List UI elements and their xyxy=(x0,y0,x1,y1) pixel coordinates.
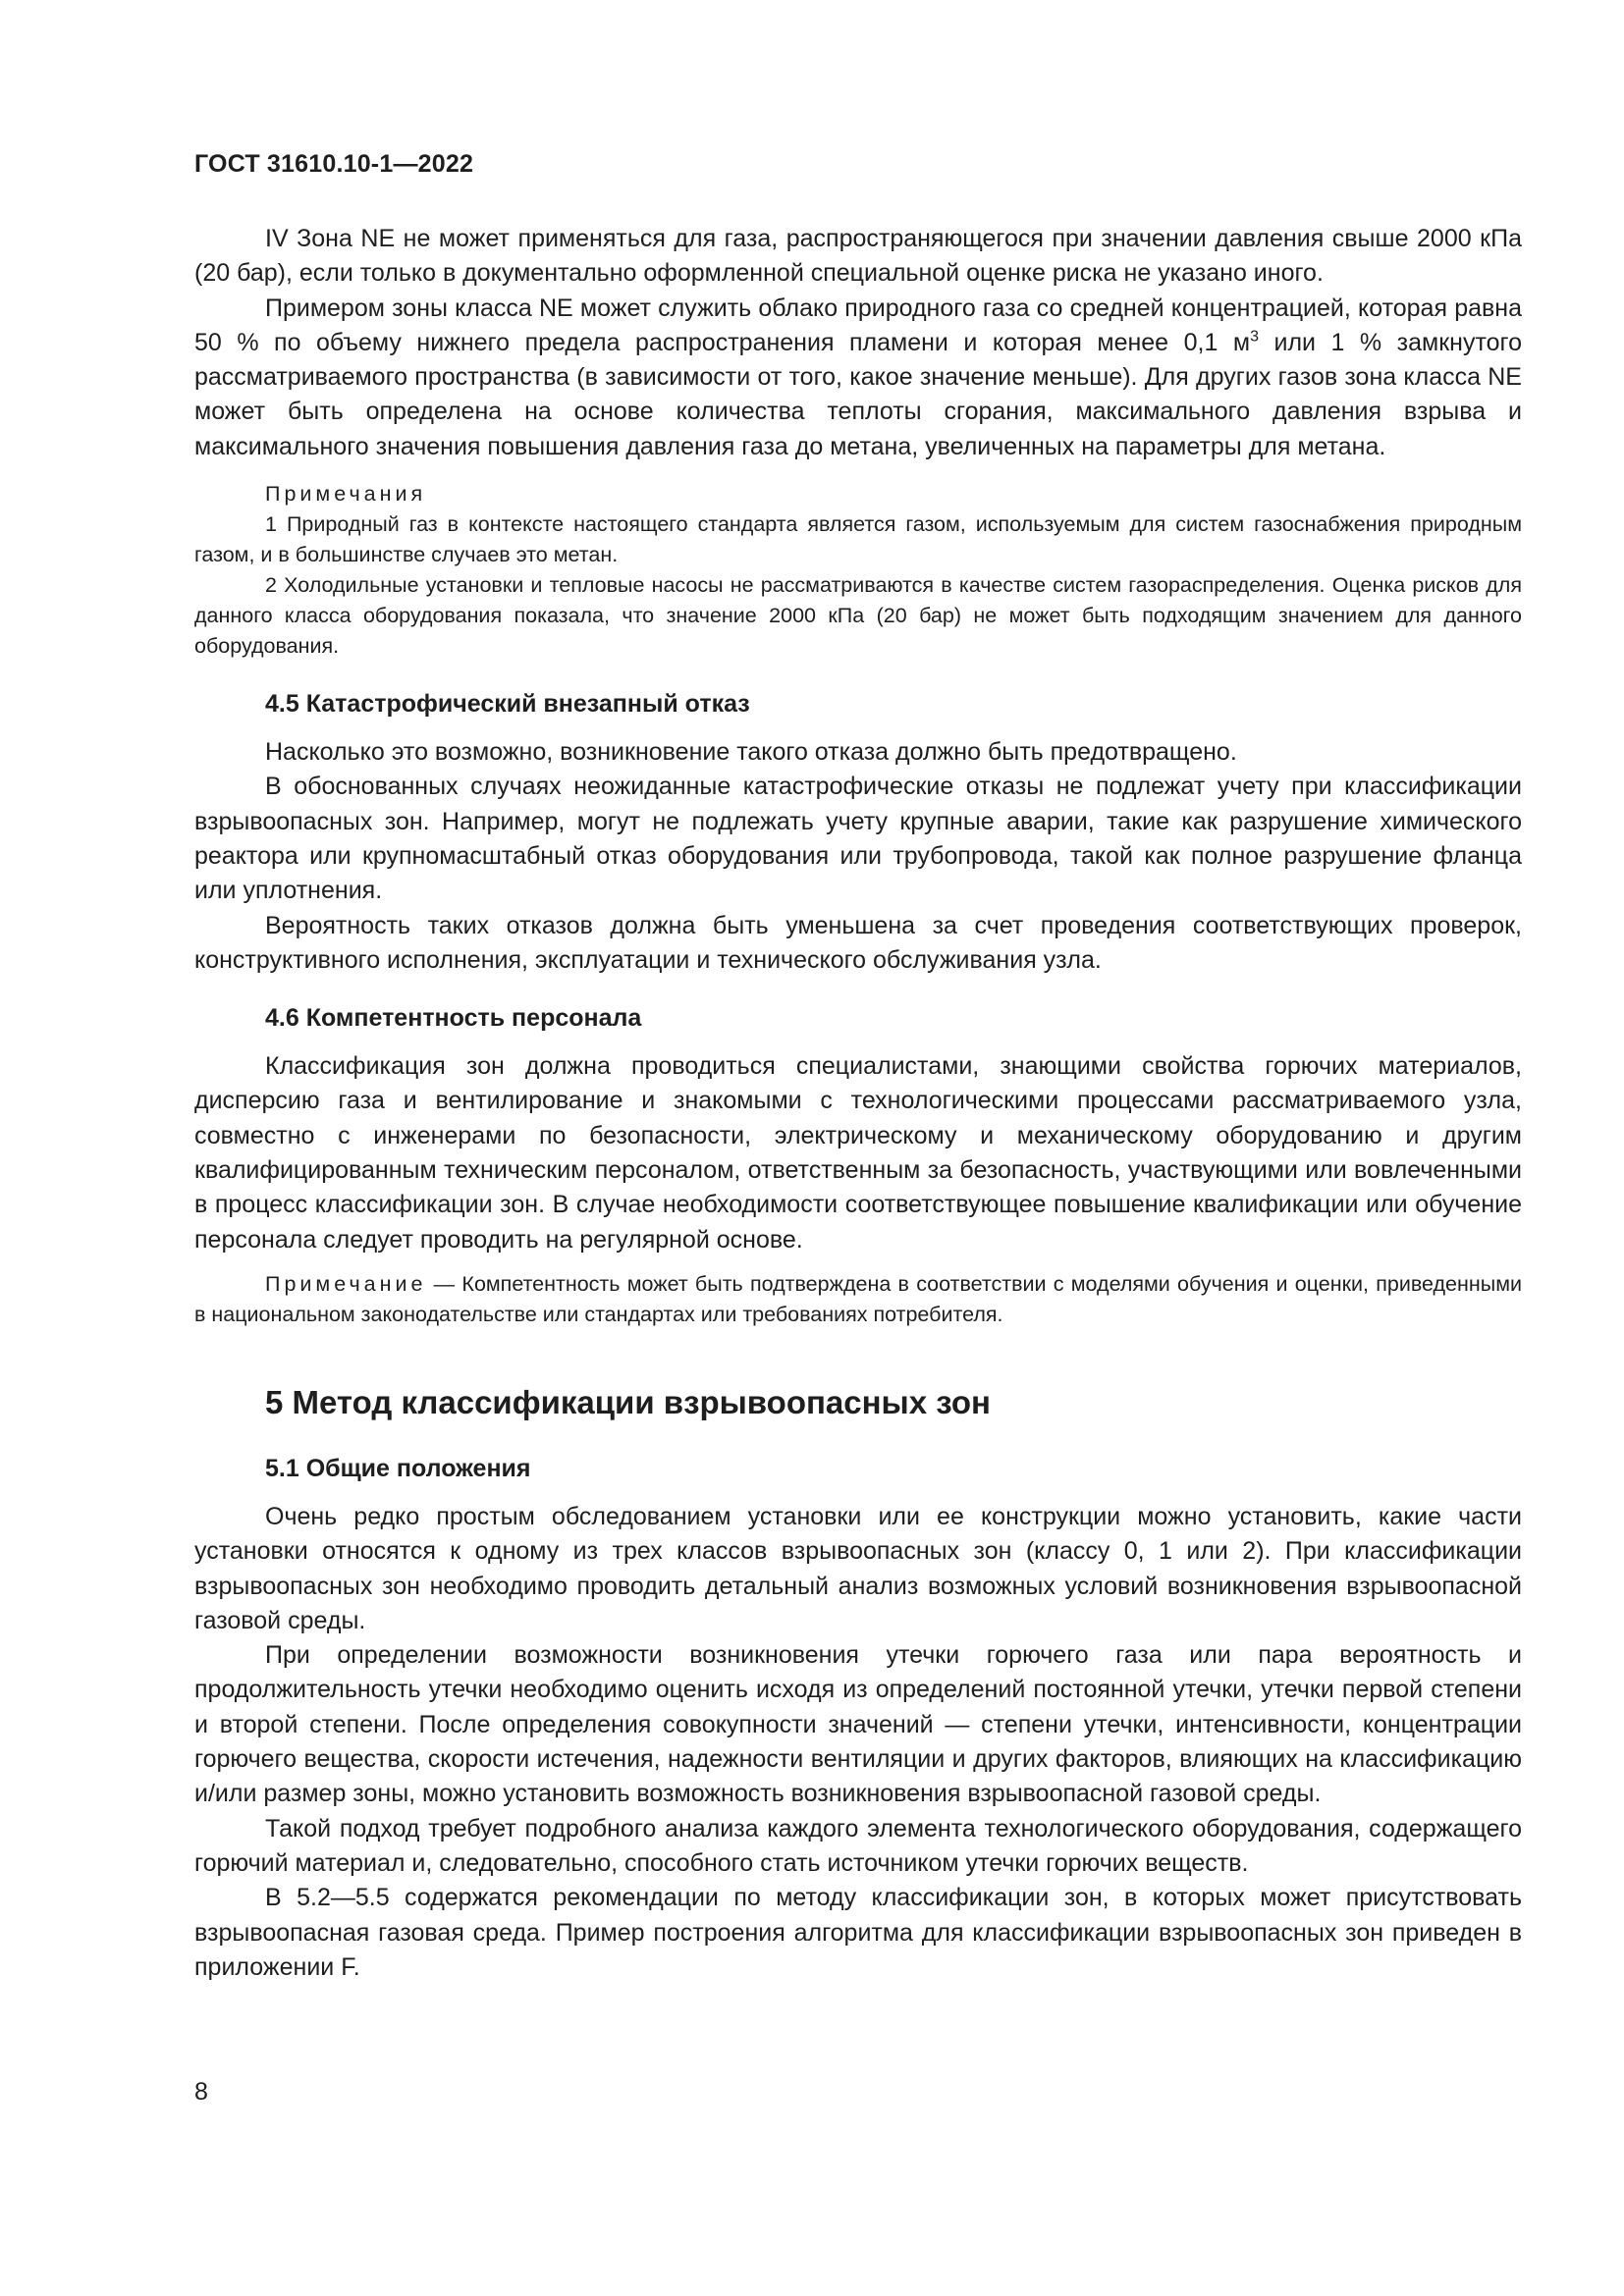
paragraph: В обоснованных случаях неожиданные катастрофические отказы не подлежат учету при классификации взрывоопасных зон. Например, могут не подлежать учету крупные аварии, такие как разрушение химического реактора или крупномасштабный отказ оборудования или трубопровода, такой как полное разрушение фланца или уплотнения. xyxy=(194,773,1522,905)
page-content xyxy=(194,222,1522,1985)
section-heading-5-1: 5.1 Общие положения xyxy=(265,1454,531,1482)
note-item: 1 Природный газ в контексте настоящего стандарта является газом, используемым для систем газоснабжения природным газом, и в большинстве случаев это метан. xyxy=(194,512,1522,567)
paragraph: Насколько это возможно, возникновение такого отказа должно быть предотвращено. xyxy=(265,738,1237,767)
section-heading-4-5: 4.5 Катастрофический внезапный отказ xyxy=(265,690,750,719)
paragraph: В 5.2—5.5 содержатся рекомендации по методу классификации зон, в которых может присутствовать взрывоопасная газовая среда. Пример построения алгоритма для классификации взрывоопасных зон приведен в приложении F. xyxy=(194,1884,1522,1981)
paragraph: Вероятность таких отказов должна быть уменьшена за счет проведения соответствующих проверок, конструктивного исполнения, эксплуатации и технического обслуживания узла. xyxy=(194,911,1522,974)
paragraph: Очень редко простым обследованием установки или ее конструкции можно установить, какие части установки относятся к одному из трех классов взрывоопасных зон (классу 0, 1 или 2). При классификации взрывоопасных зон необходимо проводить детальный анализ возможных условий возникновения взрывоопасной газовой среды. xyxy=(194,1502,1522,1634)
document-header: ГОСТ 31610.10-1—2022 xyxy=(194,150,474,178)
section-heading-5: 5 Метод классификации взрывоопасных зон xyxy=(265,1383,991,1420)
paragraph: Классификация зон должна проводиться специалистами, знающими свойства горючих материалов, дисперсию газа и вентилирование и знакомыми с технологическими процессами рассматриваемого узла, совместно с инженерами по безопасности, электрическому и механическому оборудованию и другим квалифицированным техническим персоналом, ответственным за безопасность, участвующими или вовлеченными в процесс классификации зон. В случае необходимости соответствующее повышение квалификации или обучение персонала следует проводить на регулярной основе. xyxy=(194,1052,1522,1254)
paragraph: Такой подход требует подробного анализа каждого элемента технологического оборудования, содержащего горючий материал и, следовательно, способного стать источником утечки горючих веществ. xyxy=(194,1814,1522,1877)
page-number: 8 xyxy=(194,2078,208,2106)
note-label: Примечание xyxy=(265,1271,427,1296)
note-text: — Компетентность может быть подтверждена в соответствии с моделями обучения и оценки, приведенными в национальном законодательстве или стандартах или требованиях потребителя. xyxy=(194,1271,1522,1326)
paragraph: При определении возможности возникновения утечки горючего газа или пара вероятность и продолжительность утечки необходимо оценить исходя из определений постоянной утечки, утечки первой степени и второй степени. После определения совокупности значений — степени утечки, интенсивности, концентрации горючего вещества, скорости истечения, надежности вентиляции и других факторов, влияющих на классификацию и/или размер зоны, можно установить возможность возникновения взрывоопасной газовой среды. xyxy=(194,1641,1522,1808)
text-run: или 1 % замкнутого рассматриваемого пространства (в зависимости от того, какое значение меньше). Для других газов зона класса NE может быть определена на основе количества теплоты сгорания, максимального давления взрыва и максимального значения повышения давления газа до метана, увеличенных на параметры для метана. xyxy=(194,328,1523,460)
note-item xyxy=(194,1269,1522,1330)
section-heading-4-6: 4.6 Компетентность персонала xyxy=(265,1004,642,1033)
note-item: 2 Холодильные установки и тепловые насосы не рассматриваются в качестве систем газораспределения. Оценка рисков для данного класса оборудования показала, что значение 2000 кПа (20 бар) не может быть подходящим значением для данного оборудования. xyxy=(194,573,1522,659)
paragraph: IV Зона NE не может применяться для газа, распространяющегося при значении давления свыше 2000 кПа (20 бар), если только в документально оформленной специальной оценке риска не указано иного. xyxy=(194,225,1522,288)
notes-title: Примечания xyxy=(265,482,427,507)
superscript: 3 xyxy=(1250,328,1259,346)
paragraph xyxy=(194,292,1522,464)
text-run: Примером зоны класса NE может служить облако природного газа со средней концентрацией, которая равна 50 % по объему нижнего предела распространения пламени и которая менее 0,1 м xyxy=(194,294,1522,356)
